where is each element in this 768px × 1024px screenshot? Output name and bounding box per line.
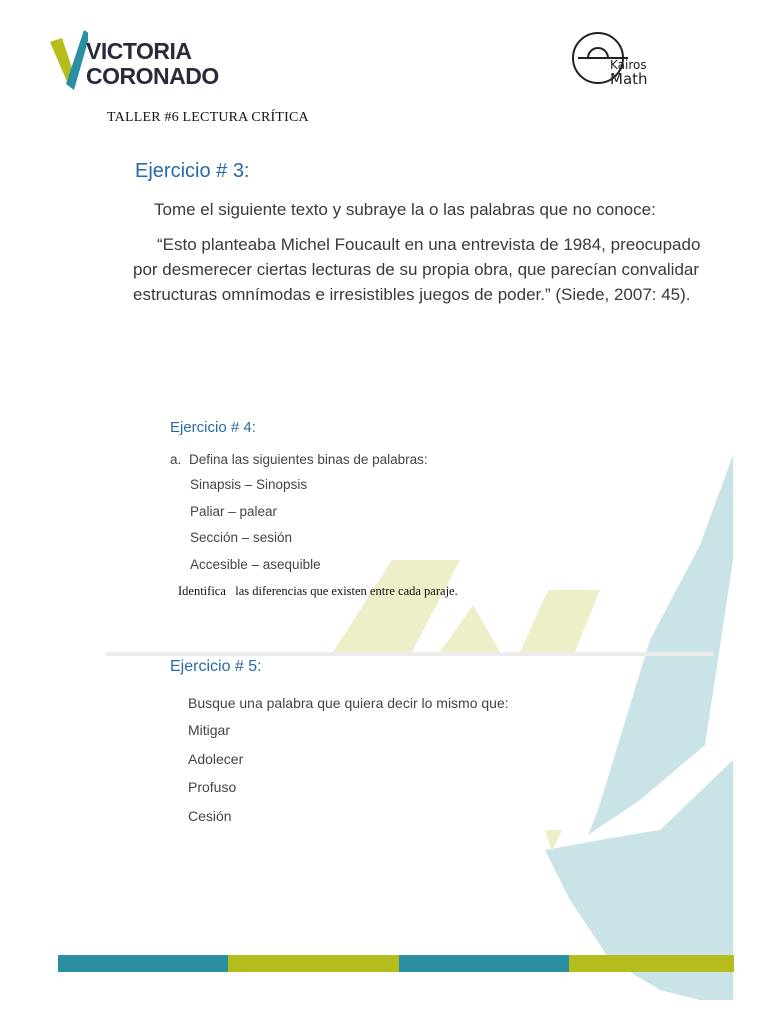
- exercise3-title: Ejercicio # 3:: [135, 160, 250, 182]
- brand-logo-line2: CORONADO: [86, 63, 219, 89]
- footer-bar-segment-teal: [399, 955, 569, 972]
- partner-logo-line1: Kairos: [610, 58, 647, 72]
- bg-lime-triangle-mid: [440, 605, 500, 652]
- footer-bar-segment-lime: [569, 955, 734, 972]
- brand-logo: [48, 26, 219, 92]
- brand-check-icon: [48, 28, 88, 90]
- exercise4-item-a: [170, 452, 428, 467]
- exercise3-quote: “Esto planteaba Michel Foucault en una entrevista de 1984, preocupado por desmerecer ciertas lecturas de su propia obra, que parecían convalidar estructuras omnímodas e irresistibles juegos de poder.” (Siede, 2007: 45).: [133, 235, 701, 304]
- exercise5-title: Ejercicio # 5:: [170, 658, 262, 675]
- list-item: Cesión: [188, 807, 232, 824]
- list-item: Sinapsis – Sinopsis: [190, 477, 308, 492]
- bg-teal-stripe: [588, 455, 733, 835]
- exercise4-pairs-list: [190, 477, 321, 583]
- exercise5-words-list: [188, 722, 243, 836]
- list-item: Sección – sesión: [190, 530, 293, 545]
- footer-bar-segment-teal: [58, 955, 228, 972]
- exercise4-item-label: a.: [170, 452, 182, 467]
- exercise3-instruction: Tome el siguiente texto y subraye la o las palabras que no conoce:: [154, 200, 656, 219]
- brand-logo-line1: VICTORIA: [86, 38, 192, 64]
- bg-lime-triangle-left: [333, 560, 460, 652]
- workshop-title: TALLER #6 LECTURA CRÍTICA: [107, 110, 309, 125]
- exercise4-note: Identifica las diferencias que existen entre cada paraje.: [178, 584, 458, 598]
- section-divider: [106, 652, 714, 656]
- exercise4-title: Ejercicio # 4:: [170, 419, 256, 436]
- list-item: Paliar – palear: [190, 503, 278, 519]
- list-item: Profuso: [188, 779, 237, 795]
- partner-logo-line2: Math: [610, 70, 648, 88]
- list-item: Mitigar: [188, 722, 231, 738]
- list-item: Adolecer: [188, 750, 244, 767]
- exercise4-item-text: Defina las siguientes binas de palabras:: [189, 452, 428, 467]
- bg-lime-triangle-right: [520, 590, 600, 652]
- footer-color-bar: [58, 955, 734, 972]
- footer-bar-segment-lime: [228, 955, 399, 972]
- exercise5-instruction: Busque una palabra que quiera decir lo mismo que:: [188, 695, 509, 711]
- list-item: Accesible – asequible: [190, 556, 321, 572]
- partner-logo: [568, 26, 668, 92]
